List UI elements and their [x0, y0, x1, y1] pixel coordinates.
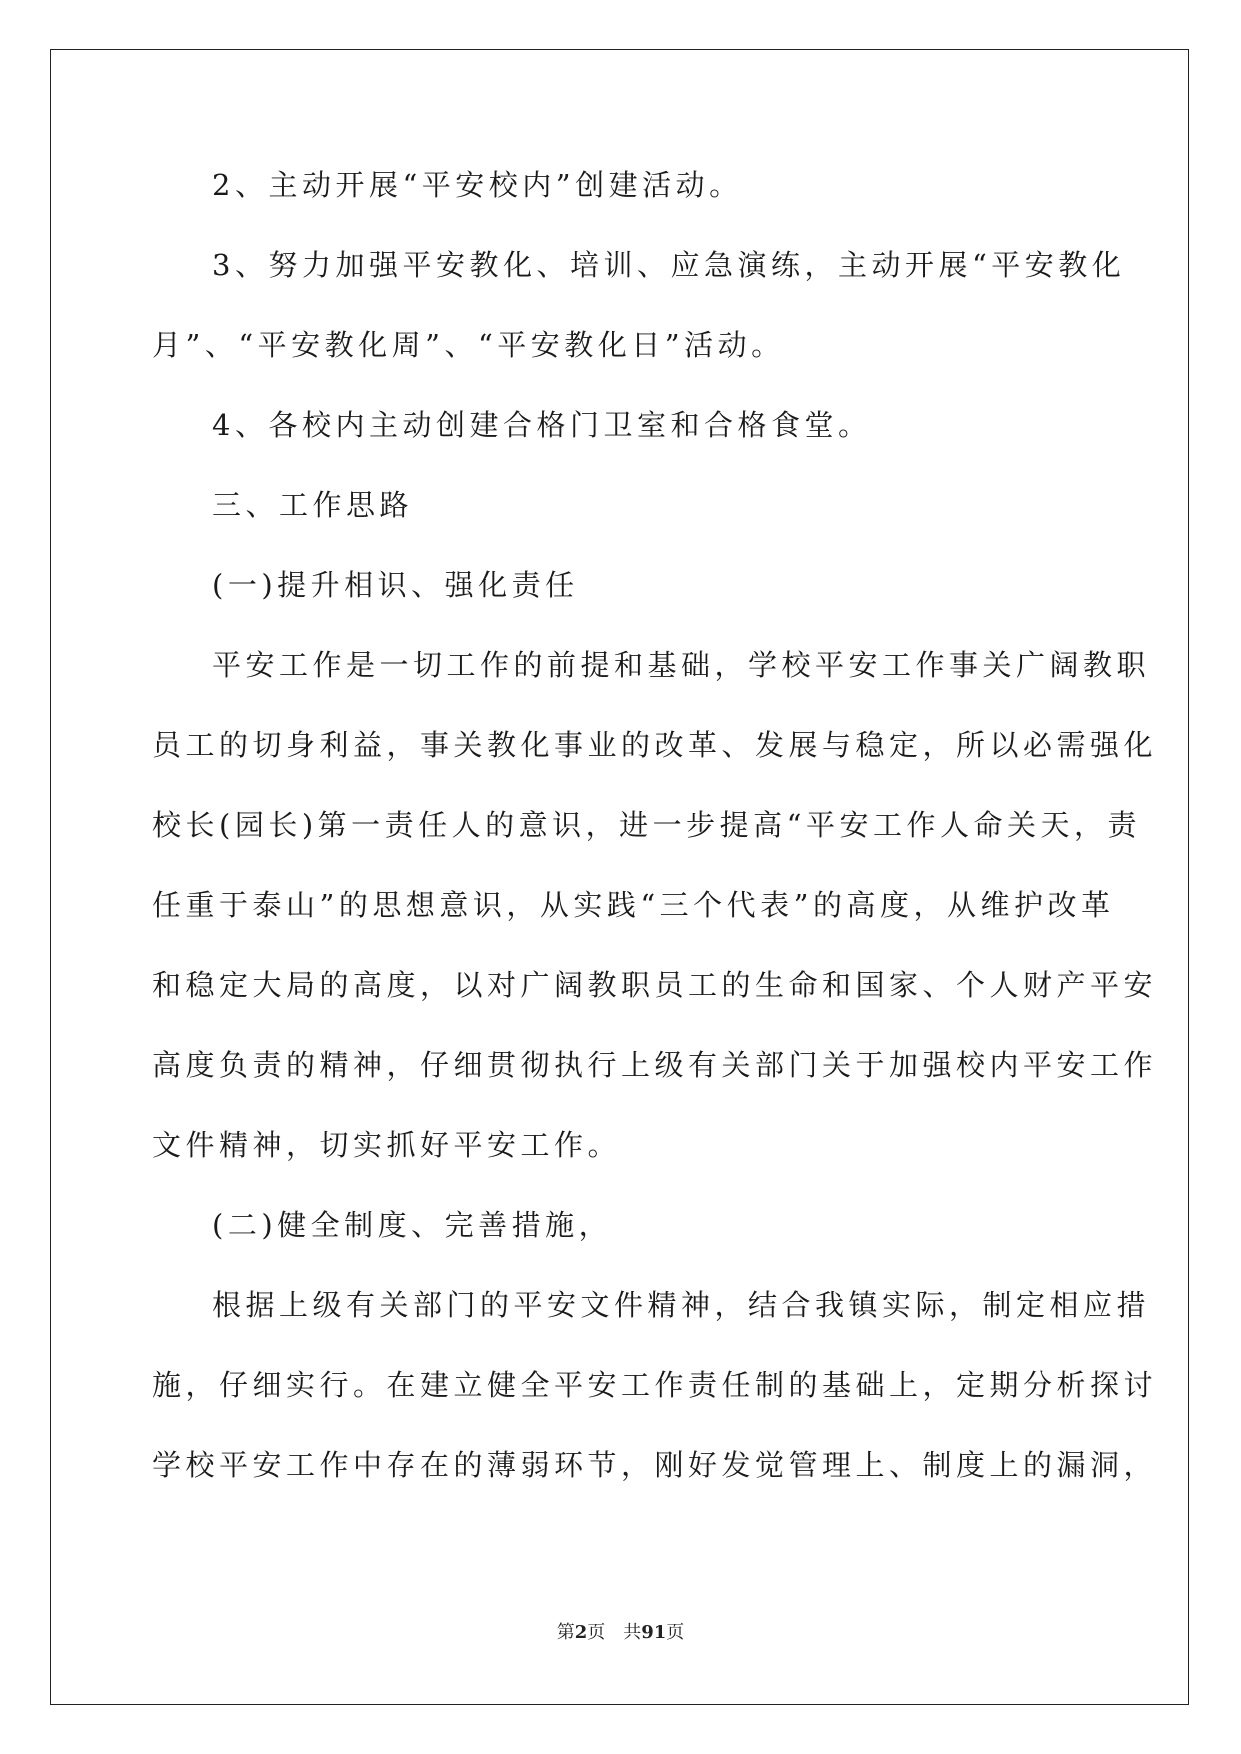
paragraph-line: 和稳定大局的高度，以对广阔教职员工的生命和国家、个人财产平安	[152, 968, 1158, 1002]
page-footer	[0, 1618, 1241, 1644]
paragraph-line: 3、努力加强平安教化、培训、应急演练，主动开展“平安教化	[212, 248, 1126, 282]
paragraph-line: 2、主动开展“平安校内”创建活动。	[212, 168, 743, 202]
page-prefix: 第	[556, 1622, 575, 1643]
page-unit: 页	[587, 1622, 606, 1643]
section-heading: 三、工作思路	[212, 488, 414, 522]
total-prefix: 共	[623, 1622, 642, 1643]
paragraph-line: 4、各校内主动创建合格门卫室和合格食堂。	[212, 408, 872, 442]
page-total: 91	[641, 1622, 667, 1643]
paragraph-line: 员工的切身利益，事关教化事业的改革、发展与稳定，所以必需强化	[152, 728, 1158, 762]
paragraph-line: 文件精神，切实抓好平安工作。	[152, 1128, 622, 1162]
paragraph-line: 施，仔细实行。在建立健全平安工作责任制的基础上，定期分析探讨	[152, 1368, 1158, 1402]
paragraph-line: 根据上级有关部门的平安文件精神，结合我镇实际，制定相应措	[212, 1288, 1151, 1322]
subsection-heading: (一)提升相识、强化责任	[212, 568, 579, 602]
paragraph-line: 高度负责的精神，仔细贯彻执行上级有关部门关于加强校内平安工作	[152, 1048, 1158, 1082]
paragraph-line: 任重于泰山”的思想意识，从实践“三个代表”的高度，从维护改革	[152, 888, 1115, 922]
total-unit: 页	[666, 1622, 685, 1643]
paragraph-line: 月”、“平安教化周”、“平安教化日”活动。	[152, 328, 785, 362]
paragraph-line: 学校平安工作中存在的薄弱环节，刚好发觉管理上、制度上的漏洞，	[152, 1448, 1158, 1482]
paragraph-line: 平安工作是一切工作的前提和基础，学校平安工作事关广阔教职	[212, 648, 1151, 682]
subsection-heading: (二)健全制度、完善措施，	[212, 1208, 613, 1242]
page-current: 2	[574, 1622, 588, 1643]
paragraph-line: 校长(园长)第一责任人的意识，进一步提高“平安工作人命关天，责	[152, 808, 1141, 842]
